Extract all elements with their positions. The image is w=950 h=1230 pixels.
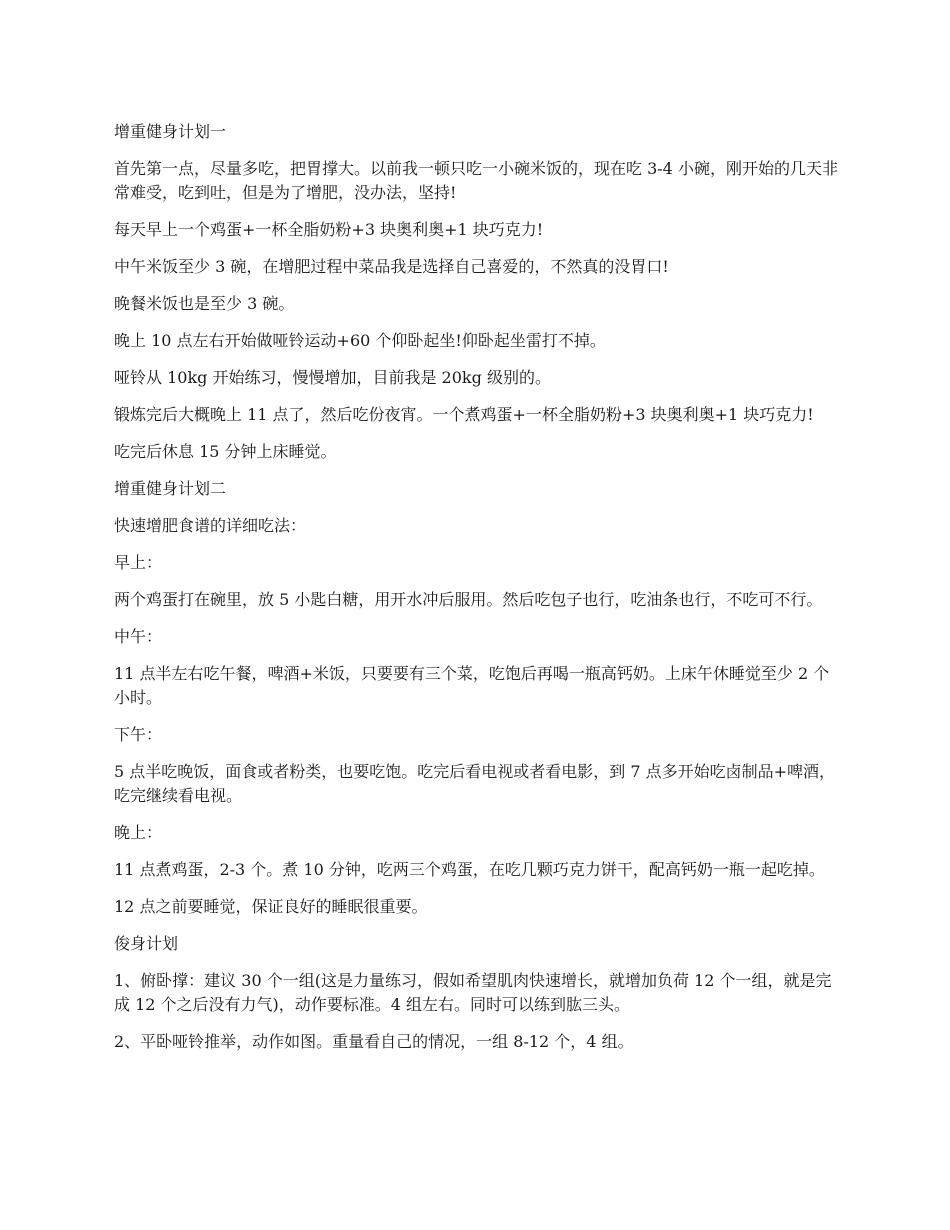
paragraph: 快速增肥食谱的详细吃法： [114,516,307,535]
meal-label: 晚上： [114,823,163,842]
section-heading: 俊身计划 [114,934,179,953]
paragraph: 晚上 10 点左右开始做哑铃运动+60 个仰卧起坐!仰卧起坐雷打不掉。 [114,331,606,350]
list-item: 2、平卧哑铃推举，动作如图。重量看自己的情况，一组 8-12 个，4 组。 [114,1032,634,1051]
paragraph: 锻炼完后大概晚上 11 点了，然后吃份夜宵。一个煮鸡蛋+一杯全脂奶粉+3 块奥利奥+1 块巧克力! [114,405,814,424]
paragraph: 首先第一点，尽量多吃，把胃撑大。以前我一顿只吃一小碗米饭的，现在吃 3-4 小碗，刚开始的几天非常难受，吃到吐，但是为了增肥，没办法，坚持! [114,159,838,202]
meal-label: 早上： [114,553,163,572]
paragraph: 5 点半吃晚饭，面食或者粉类，也要吃饱。吃完后看电视或者看电影，到 7 点多开始吃卤制品+啤酒，吃完继续看电视。 [114,762,836,805]
paragraph: 晚餐米饭也是至少 3 碗。 [114,294,295,313]
paragraph: 吃完后休息 15 分钟上床睡觉。 [114,442,337,461]
meal-label: 中午： [114,627,163,646]
document-body [114,120,840,1067]
paragraph: 12 点之前要睡觉，保证良好的睡眠很重要。 [114,897,428,916]
paragraph: 每天早上一个鸡蛋+一杯全脂奶粉+3 块奥利奥+1 块巧克力! [114,220,544,239]
paragraph: 中午米饭至少 3 碗，在增肥过程中菜品我是选择自己喜爱的，不然真的没胃口! [114,257,669,276]
paragraph: 哑铃从 10kg 开始练习，慢慢增加，目前我是 20kg 级别的。 [114,368,551,387]
paragraph: 两个鸡蛋打在碗里，放 5 小匙白糖，用开水冲后服用。然后吃包子也行，吃油条也行，不吃可不行。 [114,590,823,609]
paragraph: 11 点半左右吃午餐，啤酒+米饭，只要要有三个菜，吃饱后再喝一瓶高钙奶。上床午休睡觉至少 2 个小时。 [114,664,830,707]
paragraph: 11 点煮鸡蛋，2-3 个。煮 10 分钟，吃两三个鸡蛋，在吃几颗巧克力饼干，配高钙奶一瓶一起吃掉。 [114,860,825,879]
section-heading: 增重健身计划二 [114,479,227,498]
list-item: 1、俯卧撑：建议 30 个一组(这是力量练习，假如希望肌肉快速增长，就增加负荷 12 个一组，就是完成 12 个之后没有力气)，动作要标准。4 组左右。同时可以练到肱三头。 [114,971,832,1014]
meal-label: 下午： [114,725,163,744]
section-heading: 增重健身计划一 [114,122,227,141]
